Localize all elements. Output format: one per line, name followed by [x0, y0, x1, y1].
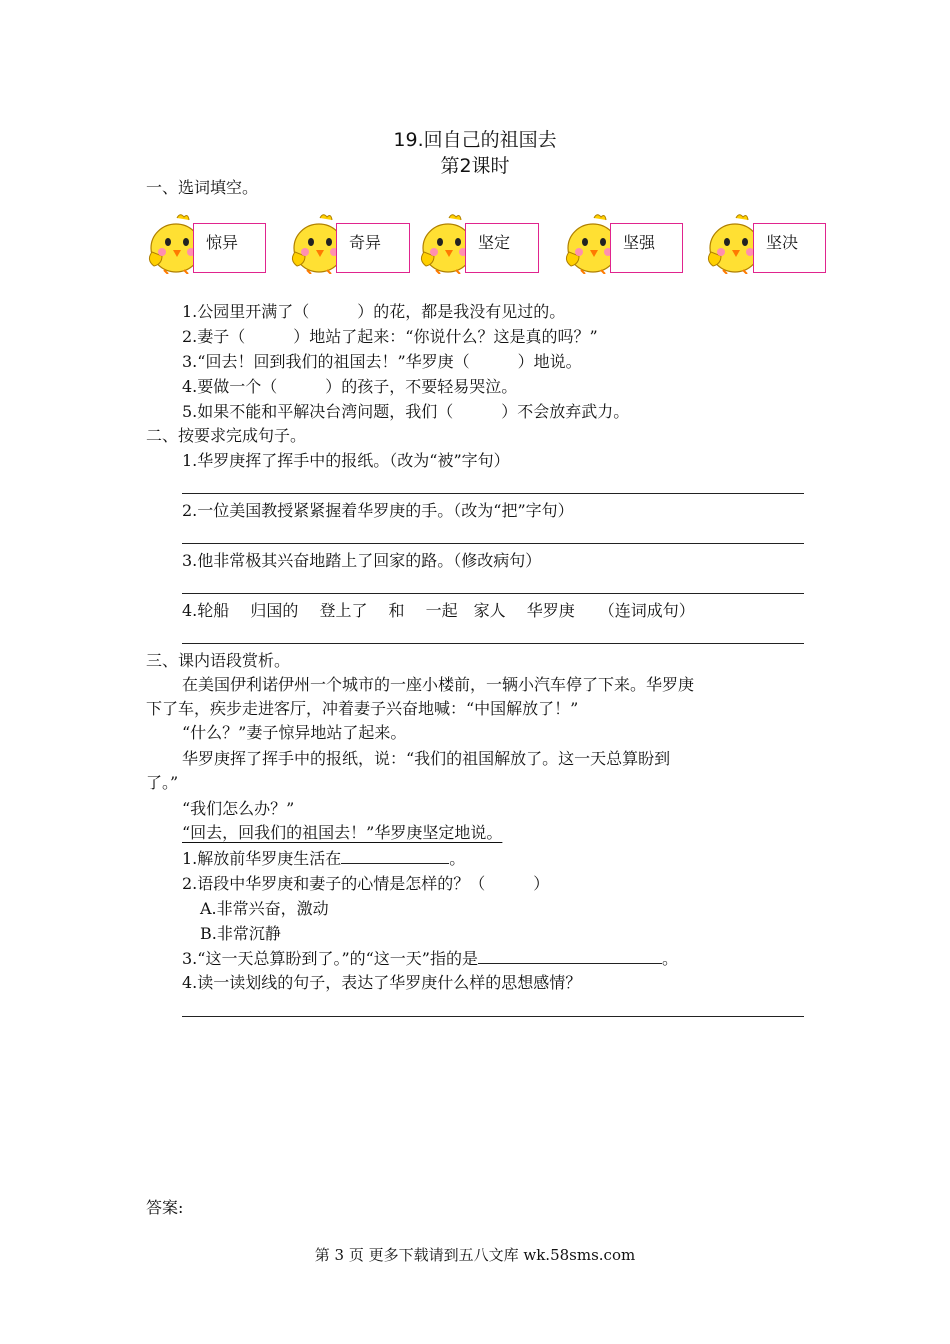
blank-field[interactable] [341, 849, 449, 864]
question-1-text: 1.解放前华罗庚生活在 [182, 849, 342, 868]
option-a: A.非常兴奋，激动 [200, 899, 329, 918]
fill-item-2: 2.妻子（ ）地站了起来：“你说什么？这是真的吗？” [182, 327, 598, 346]
passage-line: 在美国伊利诺伊州一个城市的一座小楼前，一辆小汽车停了下来。华罗庚 [182, 675, 695, 694]
blank-field[interactable] [478, 949, 662, 964]
question-1-end: 。 [449, 849, 466, 868]
option-b: B.非常沉静 [200, 924, 281, 943]
word-box-1: 惊异 [193, 223, 266, 273]
page-title: 19.回自己的祖国去 [393, 129, 557, 151]
word-box-5: 坚决 [753, 223, 826, 273]
passage-line: 下了车，疾步走进客厅，冲着妻子兴奋地喊：“中国解放了！” [146, 699, 579, 718]
sentence-task-3: 3.他非常极其兴奋地踏上了回家的路。（修改病句） [182, 551, 542, 570]
page-subtitle: 第2课时 [440, 155, 510, 177]
question-3-end: 。 [662, 949, 679, 968]
word-box-2: 奇异 [336, 223, 410, 273]
answer-line-1[interactable] [182, 493, 804, 494]
answer-line-5[interactable] [182, 1016, 804, 1017]
passage-line: 了。” [146, 773, 179, 792]
question-3 [182, 949, 678, 969]
answer-line-2[interactable] [182, 543, 804, 544]
passage-line: “我们怎么办？” [182, 799, 295, 818]
fill-item-5: 5.如果不能和平解决台湾问题，我们（ ）不会放弃武力。 [182, 402, 630, 421]
word-box-4: 坚强 [610, 223, 683, 273]
sentence-task-1: 1.华罗庚挥了挥手中的报纸。（改为“被”字句） [182, 451, 510, 470]
page-footer: 第 3 页 更多下载请到五八文库 wk.58sms.com [314, 1246, 636, 1264]
sentence-task-4: 4.轮船 归国的 登上了 和 一起 家人 华罗庚 （连词成句） [182, 601, 695, 620]
passage-line: 华罗庚挥了挥手中的报纸，说：“我们的祖国解放了。这一天总算盼到 [182, 749, 671, 768]
question-3-text: 3.“这一天总算盼到了。”的“这一天”指的是 [182, 949, 478, 968]
section3-heading: 三、课内语段赏析。 [146, 651, 291, 670]
answer-line-4[interactable] [182, 643, 804, 644]
question-1 [182, 849, 465, 869]
answer-label: 答案: [146, 1198, 184, 1217]
word-box-3: 坚定 [465, 223, 539, 273]
fill-item-4: 4.要做一个（ ）的孩子，不要轻易哭泣。 [182, 377, 518, 396]
sentence-task-2: 2.一位美国教授紧紧握着华罗庚的手。（改为“把”字句） [182, 501, 574, 520]
section1-heading: 一、选词填空。 [146, 178, 259, 197]
section2-heading: 二、按要求完成句子。 [146, 426, 307, 445]
underlined-sentence: “回去，回我们的祖国去！”华罗庚坚定地说。 [182, 823, 503, 842]
question-4: 4.读一读划线的句子，表达了华罗庚什么样的思想感情？ [182, 973, 582, 992]
passage-line: “什么？”妻子惊异地站了起来。 [182, 723, 407, 742]
question-2: 2.语段中华罗庚和妻子的心情是怎样的？（ ） [182, 874, 550, 893]
answer-line-3[interactable] [182, 593, 804, 594]
fill-item-1: 1.公园里开满了（ ）的花，都是我没有见过的。 [182, 302, 566, 321]
fill-item-3: 3.“回去！回到我们的祖国去！”华罗庚（ ）地说。 [182, 352, 582, 371]
